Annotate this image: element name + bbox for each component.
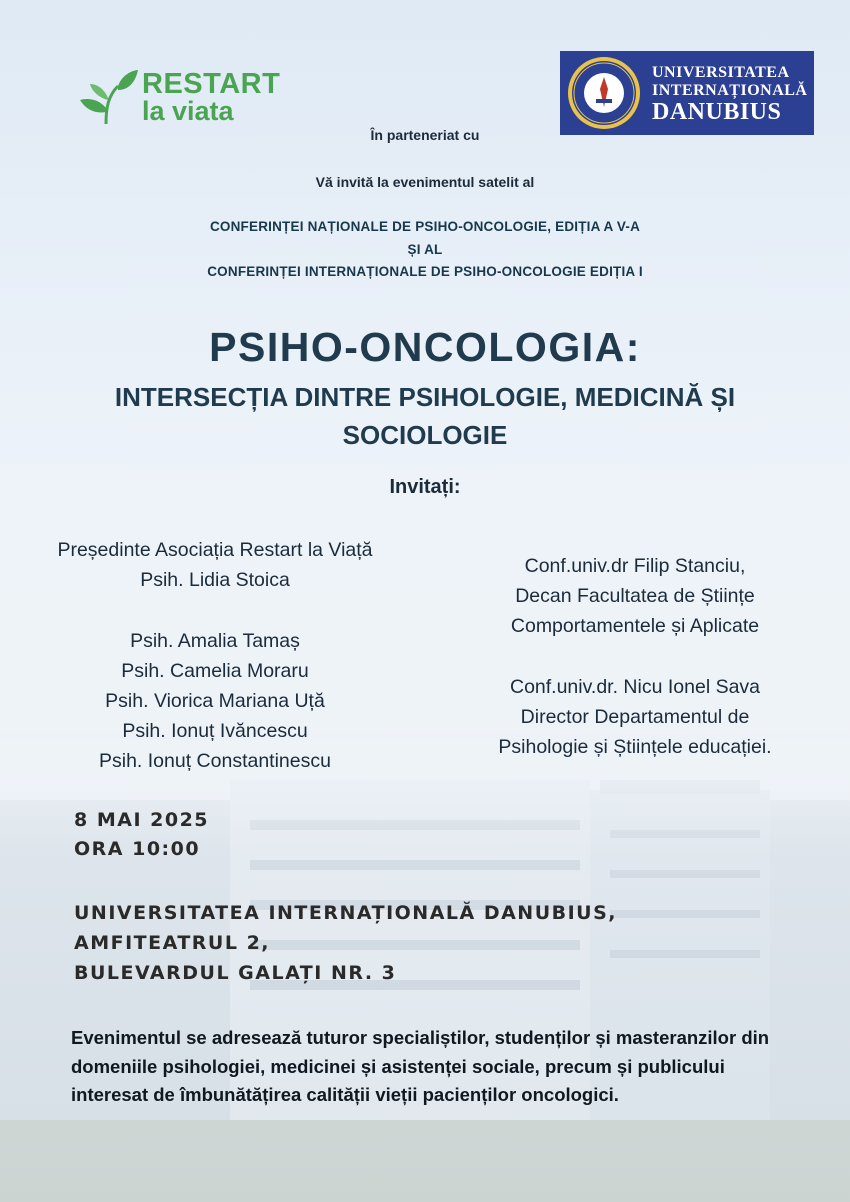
- invitation-text: Vă invită la evenimentul satelit al: [315, 174, 535, 190]
- venue-line-1: UNIVERSITATEA INTERNAȚIONALĂ DANUBIUS,: [74, 902, 618, 924]
- partnership-text: În parteneriat cu: [370, 127, 480, 143]
- guests-right-column: [430, 551, 840, 762]
- president-name: Psih. Lidia Stoica: [140, 569, 290, 591]
- logo-university-word: UNIVERSITATEA: [652, 64, 790, 81]
- conference-line-2: CONFERINȚEI INTERNAȚIONALE DE PSIHO-ONCOLOGIE EDIȚIA I: [207, 264, 643, 279]
- page-subtitle: INTERSECȚIA DINTRE PSIHOLOGIE, MEDICINĂ ȘI SOCIOLOGIE: [114, 382, 736, 450]
- venue-line-2: AMFITEATRUL 2,: [74, 932, 271, 954]
- guest-name: Psih. Camelia Moraru: [121, 660, 309, 682]
- guest-director-department: Psihologie și Științele educației.: [498, 736, 772, 758]
- guest-name: Psih. Ionuț Ivăncescu: [122, 720, 308, 742]
- president-role: Președinte Asociația Restart la Viață: [57, 539, 373, 561]
- guests-heading: Invitați:: [389, 476, 461, 498]
- event-time: ORA 10:00: [74, 838, 201, 860]
- logo-international-word: INTERNAȚIONALĂ: [652, 82, 808, 99]
- logo-restart-word: RESTART: [142, 68, 281, 100]
- guest-director-title: Conf.univ.dr. Nicu Ionel Sava: [509, 676, 761, 698]
- guest-name: Psih. Ionuț Constantinescu: [99, 750, 331, 772]
- audience-description: Evenimentul se adresează tuturor specialiștilor, studenților și masteranzilor din domeniile psihologiei, medicinei și asistenței sociale, precum și publicului interesat de îmbunătățirea calității vieții pacienților oncologici.: [71, 1027, 770, 1105]
- logo-laviata-word: la viata: [142, 96, 234, 126]
- guest-dean-faculty: Comportamentele și Aplicate: [510, 615, 760, 637]
- guests-left-column: [0, 535, 430, 776]
- restart-la-viata-logo: [78, 66, 281, 128]
- guest-dean-title: Conf.univ.dr Filip Stanciu,: [524, 555, 746, 577]
- guest-director-role: Director Departamentul de: [520, 706, 750, 728]
- event-date: 8 MAI 2025: [74, 809, 210, 831]
- event-date-time: [74, 806, 209, 864]
- guest-name: Psih. Viorica Mariana Uță: [105, 690, 325, 712]
- danubius-university-logo: [560, 51, 814, 135]
- university-seal-icon: [566, 55, 642, 131]
- guest-dean-role: Decan Facultatea de Științe: [515, 585, 755, 607]
- sprout-icon: [78, 68, 140, 126]
- event-venue: [74, 898, 617, 988]
- conference-line-1: CONFERINȚEI NAȚIONALE DE PSIHO-ONCOLOGIE, EDIȚIA A V-A: [209, 219, 641, 234]
- venue-line-3: BULEVARDUL GALAȚI NR. 3: [74, 962, 397, 984]
- conference-and: ȘI AL: [407, 242, 443, 257]
- guest-name: Psih. Amalia Tamaș: [130, 630, 300, 652]
- logo-danubius-word: DANUBIUS: [652, 99, 782, 125]
- page-title: PSIHO-ONCOLOGIA:: [209, 324, 641, 370]
